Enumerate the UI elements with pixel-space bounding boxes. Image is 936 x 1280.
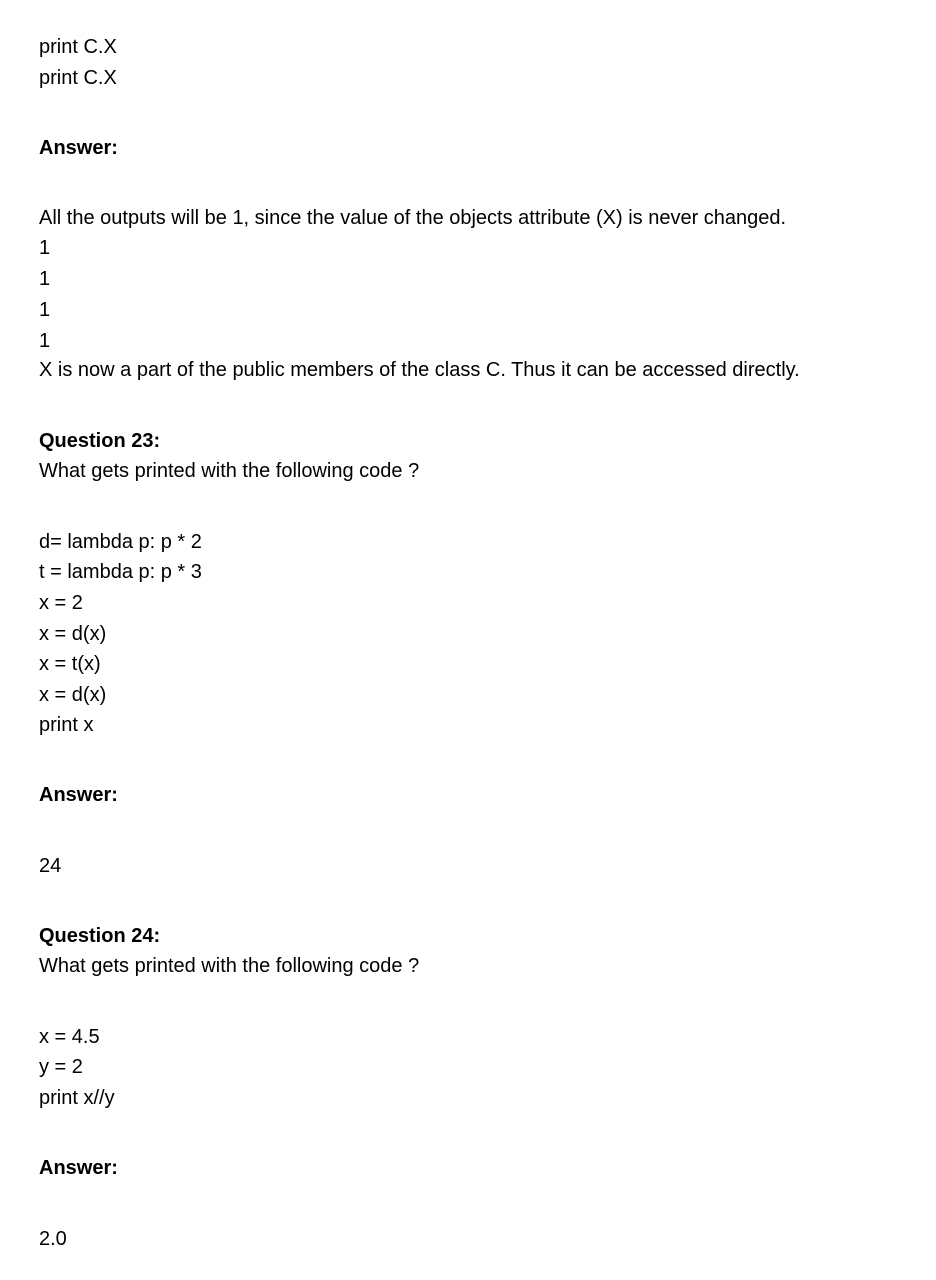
code-line: x = 4.5 [39, 1026, 100, 1048]
code-line: x = t(x) [39, 653, 101, 675]
answer-value: 2.0 [39, 1228, 67, 1250]
question-heading: Question 23: [39, 430, 161, 452]
code-line: x = d(x) [39, 623, 107, 645]
question-text: What gets printed with the following code ? [39, 460, 420, 482]
code-line: print x [39, 714, 94, 736]
answer-heading: Answer: [39, 1157, 118, 1179]
answer-heading: Answer: [39, 137, 118, 159]
output-line: 1 [39, 268, 51, 290]
answer-heading: Answer: [39, 784, 118, 806]
output-line: 1 [39, 299, 51, 321]
code-line: print C.X [39, 36, 117, 58]
answer-text: X is now a part of the public members of the class C. Thus it can be accessed directly. [39, 359, 800, 381]
code-line: y = 2 [39, 1056, 83, 1078]
output-line: 1 [39, 330, 51, 352]
code-line: t = lambda p: p * 3 [39, 561, 202, 583]
question-text: What gets printed with the following code ? [39, 955, 420, 977]
code-line: print x//y [39, 1087, 115, 1109]
question-heading: Question 24: [39, 925, 161, 947]
code-line: x = 2 [39, 592, 83, 614]
output-line: 1 [39, 237, 51, 259]
code-line: print C.X [39, 67, 117, 89]
answer-text: All the outputs will be 1, since the value of the objects attribute (X) is never changed. [39, 207, 787, 229]
code-line: d= lambda p: p * 2 [39, 531, 202, 553]
answer-value: 24 [39, 855, 62, 877]
code-line: x = d(x) [39, 684, 107, 706]
